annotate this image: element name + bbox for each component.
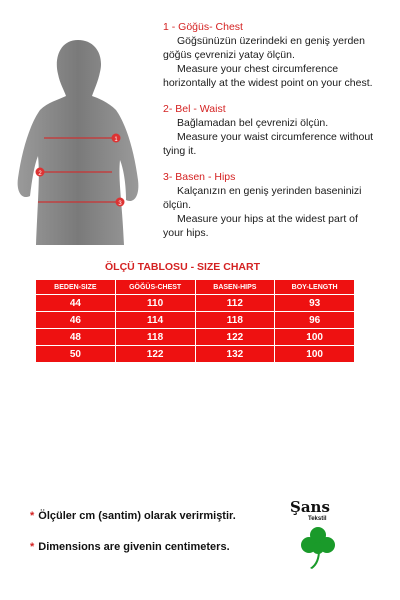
cell-size: 44 bbox=[36, 295, 116, 312]
note-text: Ölçüler cm (santim) olarak verirmiştir. bbox=[38, 510, 236, 522]
chest-tr-line-1: Göğsünüzün üzerindeki en geniş yerden bbox=[177, 35, 365, 47]
body-silhouette bbox=[0, 0, 160, 245]
header-size: BEDEN-SIZE bbox=[36, 280, 116, 295]
note-star: * bbox=[30, 510, 35, 522]
hips-tr-line-1: Kalçanızın en geniş yerinden baseninizi bbox=[177, 185, 362, 197]
cell-length: 100 bbox=[275, 346, 355, 363]
waist-en-line-1: Measure your waist circumference without bbox=[177, 131, 374, 143]
measurement-instructions bbox=[163, 20, 399, 252]
size-chart-table bbox=[35, 279, 355, 363]
cell-chest: 118 bbox=[115, 329, 195, 346]
cell-chest: 114 bbox=[115, 312, 195, 329]
chest-title: 1 - Göğüs- Chest bbox=[163, 21, 243, 33]
chest-en-line-2: horizontally at the widest point on your chest. bbox=[163, 77, 373, 89]
chest-en-line-1: Measure your chest circumference bbox=[177, 63, 339, 75]
cell-size: 50 bbox=[36, 346, 116, 363]
cell-chest: 122 bbox=[115, 346, 195, 363]
chest-tr-line-2: göğüs çevrenizi yatay ölçün. bbox=[163, 49, 295, 61]
table-header-row bbox=[36, 280, 355, 295]
clover-icon bbox=[298, 526, 338, 570]
cell-hips: 118 bbox=[195, 312, 275, 329]
waist-instruction bbox=[163, 102, 399, 158]
note-cm-en bbox=[30, 541, 230, 553]
cell-hips: 122 bbox=[195, 329, 275, 346]
cell-hips: 132 bbox=[195, 346, 275, 363]
chest-instruction bbox=[163, 20, 399, 90]
cell-size: 46 bbox=[36, 312, 116, 329]
svg-text:2: 2 bbox=[38, 171, 42, 177]
cell-length: 100 bbox=[275, 329, 355, 346]
table-row bbox=[36, 295, 355, 312]
header-length: BOY-LENGTH bbox=[275, 280, 355, 295]
hips-title: 3- Basen - Hips bbox=[163, 171, 236, 183]
hips-tr-line-2: ölçün. bbox=[163, 199, 192, 211]
brand-sub: Tekstil bbox=[308, 516, 327, 522]
brand-logo bbox=[284, 498, 354, 570]
waist-en-line-2: tying it. bbox=[163, 145, 197, 157]
note-star: * bbox=[30, 541, 35, 553]
hips-en-line-1: Measure your hips at the widest part of bbox=[177, 213, 358, 225]
table-row bbox=[36, 312, 355, 329]
cell-chest: 110 bbox=[115, 295, 195, 312]
note-text: Dimensions are givenin centimeters. bbox=[38, 541, 230, 553]
cell-size: 48 bbox=[36, 329, 116, 346]
note-cm-tr bbox=[30, 510, 236, 522]
svg-text:1: 1 bbox=[114, 137, 118, 143]
waist-tr-line-1: Bağlamadan bel çevrenizi ölçün. bbox=[177, 117, 329, 129]
cell-length: 93 bbox=[275, 295, 355, 312]
table-row bbox=[36, 346, 355, 363]
hips-en-line-2: your hips. bbox=[163, 227, 209, 239]
brand-name: Şans bbox=[290, 498, 330, 516]
table-row bbox=[36, 329, 355, 346]
size-chart-title: ÖLÇÜ TABLOSU - SIZE CHART bbox=[105, 261, 260, 273]
hips-instruction bbox=[163, 170, 399, 240]
cell-hips: 112 bbox=[195, 295, 275, 312]
header-chest: GÖĞÜS-CHEST bbox=[115, 280, 195, 295]
header-hips: BASEN-HIPS bbox=[195, 280, 275, 295]
svg-text:3: 3 bbox=[118, 201, 122, 207]
cell-length: 96 bbox=[275, 312, 355, 329]
waist-title: 2- Bel - Waist bbox=[163, 103, 226, 115]
